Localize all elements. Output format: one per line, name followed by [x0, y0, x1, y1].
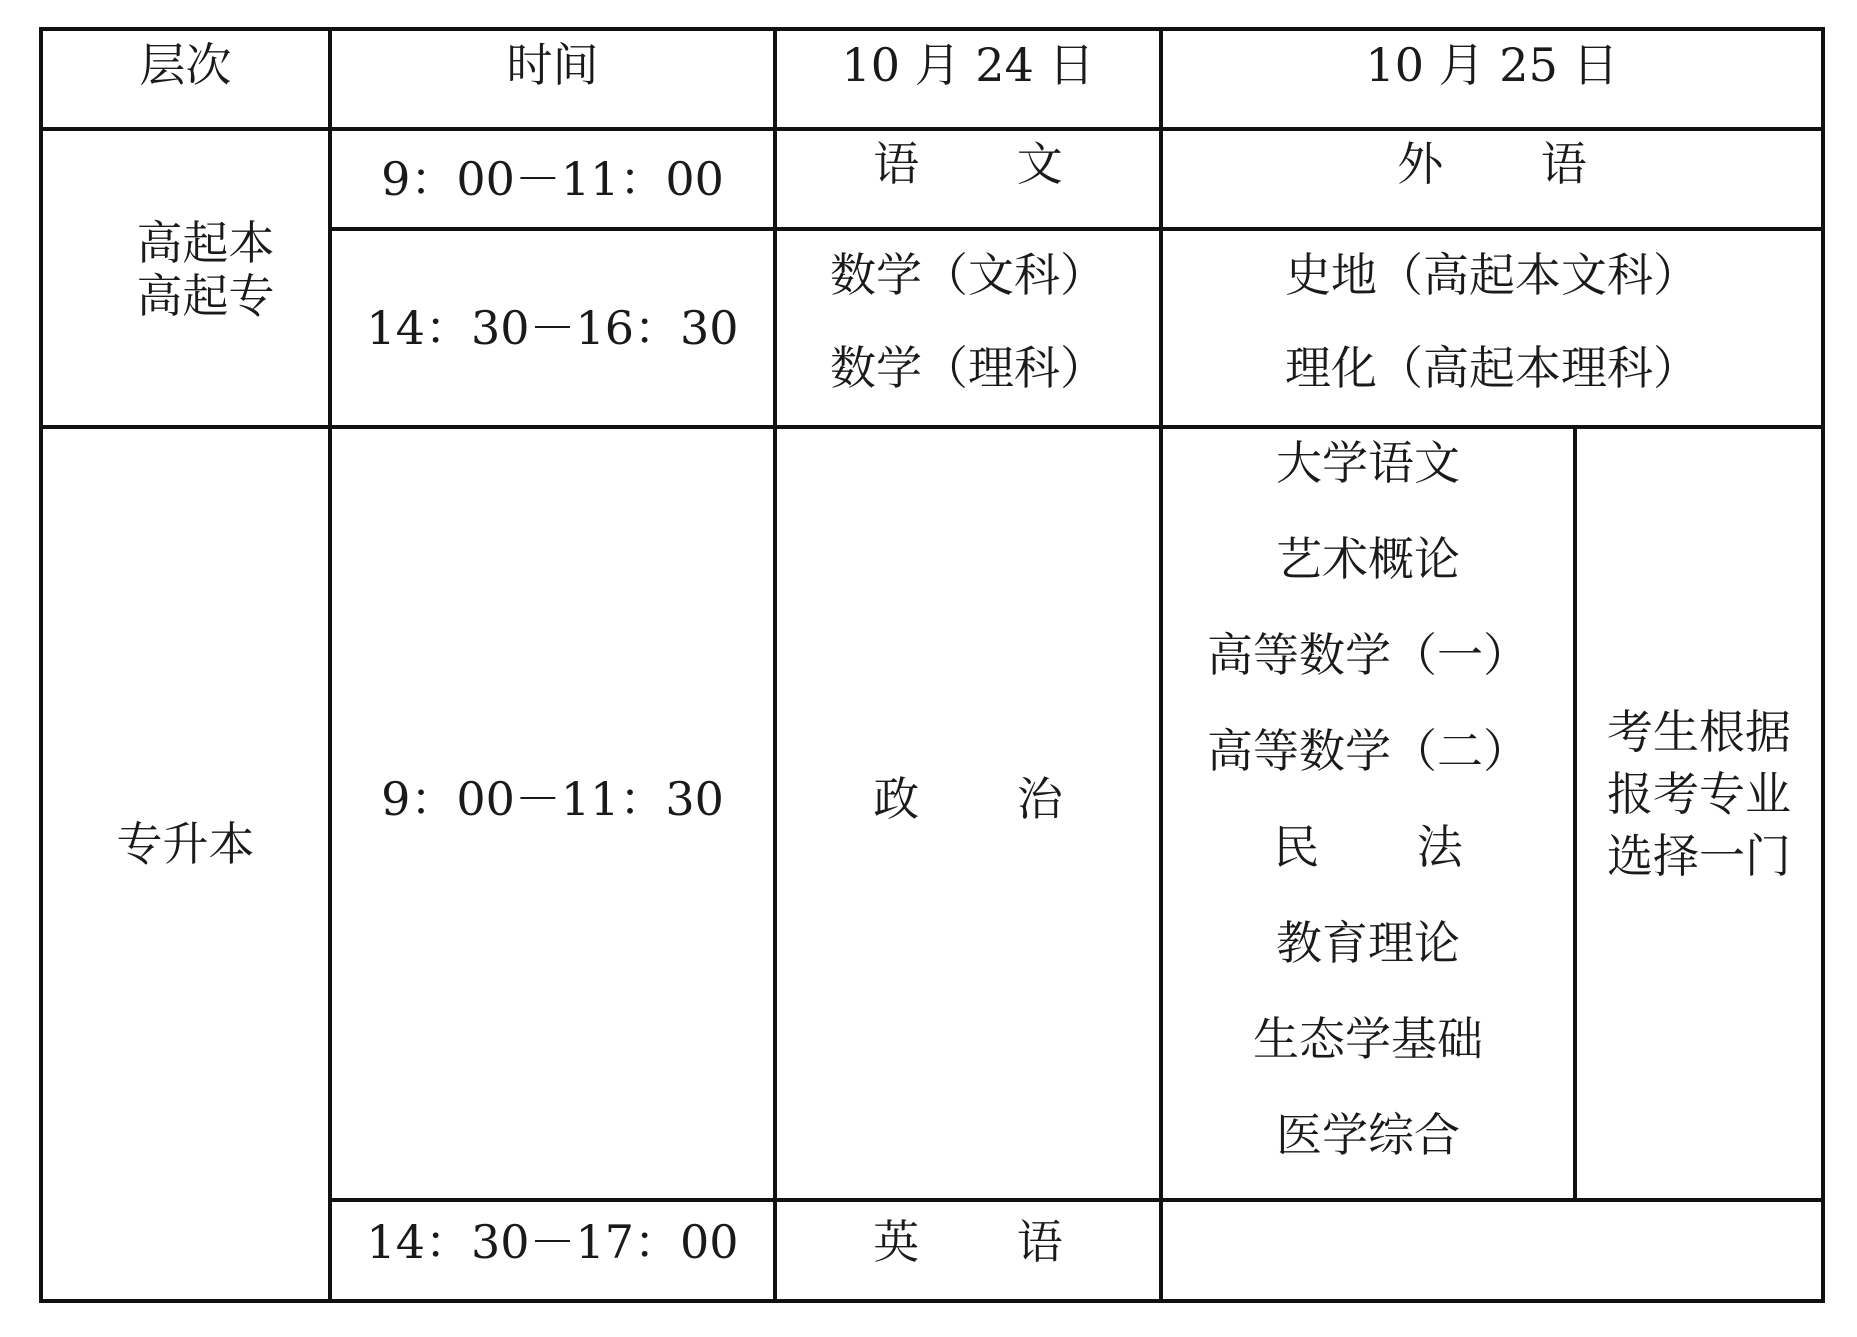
zsb-afternoon-day2 [1163, 1202, 1821, 1299]
header-day2-text: 10 月 25 日 [1365, 37, 1619, 92]
gaoqi-morning-day1 [777, 131, 1159, 197]
gaoqi-morning-day2 [1163, 131, 1821, 197]
header-level-text: 层次 [139, 37, 232, 92]
header-day2 [1163, 27, 1821, 103]
table-border-bottom [39, 1299, 1825, 1303]
subject-politics: 政 治 [873, 771, 1105, 826]
time-text: 14：30－16：30 [366, 300, 739, 355]
header-time-text: 时间 [506, 37, 599, 92]
zsb-afternoon-time [332, 1202, 773, 1282]
gaoqi-afternoon-day2 [1163, 231, 1821, 413]
gaoqi-morning-time [332, 131, 773, 227]
subject-option: 艺术概论 [1276, 532, 1460, 586]
zsb-morning-day1 [777, 429, 1159, 1169]
subject-math-arts: 数学（文科） [830, 248, 1106, 303]
subject-option: 生态学基础 [1253, 1012, 1483, 1066]
header-level [43, 27, 328, 103]
header-day1-text: 10 月 24 日 [841, 37, 1095, 92]
subject-option: 高等数学（二） [1207, 724, 1529, 778]
zsb-morning-time [332, 429, 773, 1169]
header-day1 [777, 27, 1159, 103]
subject-yuwen: 语 文 [873, 136, 1105, 191]
zsb-morning-day2-note [1577, 429, 1821, 1199]
subject-history-geography: 史地（高起本文科） [1285, 248, 1699, 303]
level-gaoqi [43, 131, 328, 425]
level-zhuanshengben-text: 专升本 [116, 816, 255, 871]
subject-option: 医学综合 [1276, 1108, 1460, 1162]
gaoqi-afternoon-day1 [777, 231, 1159, 413]
zsb-morning-day2-subjects [1163, 415, 1573, 1185]
table-border-right [1821, 27, 1825, 1303]
subject-english: 英 语 [873, 1214, 1105, 1269]
time-text: 14：30－17：00 [366, 1214, 739, 1269]
subject-option: 大学语文 [1276, 436, 1460, 490]
note-line: 报考专业 [1607, 767, 1791, 821]
level-zhuanshengben [43, 429, 328, 1299]
note-line: 考生根据 [1607, 705, 1791, 759]
level-gaoqizhuan: 高起专 [136, 269, 275, 323]
subject-option: 教育理论 [1276, 916, 1460, 970]
zsb-afternoon-day1 [777, 1202, 1159, 1282]
time-text: 9：00－11：30 [381, 771, 724, 826]
subject-option: 高等数学（一） [1207, 628, 1529, 682]
subject-physics-chemistry: 理化（高起本理科） [1285, 341, 1699, 395]
subject-option: 民 法 [1273, 820, 1505, 874]
header-time [332, 27, 773, 103]
subject-math-science: 数学（理科） [830, 341, 1106, 395]
level-gaoqiben: 高起本 [136, 216, 275, 271]
note-line: 选择一门 [1607, 829, 1791, 883]
gaoqi-afternoon-time [332, 231, 773, 425]
subject-waiyu: 外 语 [1397, 136, 1629, 191]
time-text: 9：00－11：00 [381, 151, 724, 206]
